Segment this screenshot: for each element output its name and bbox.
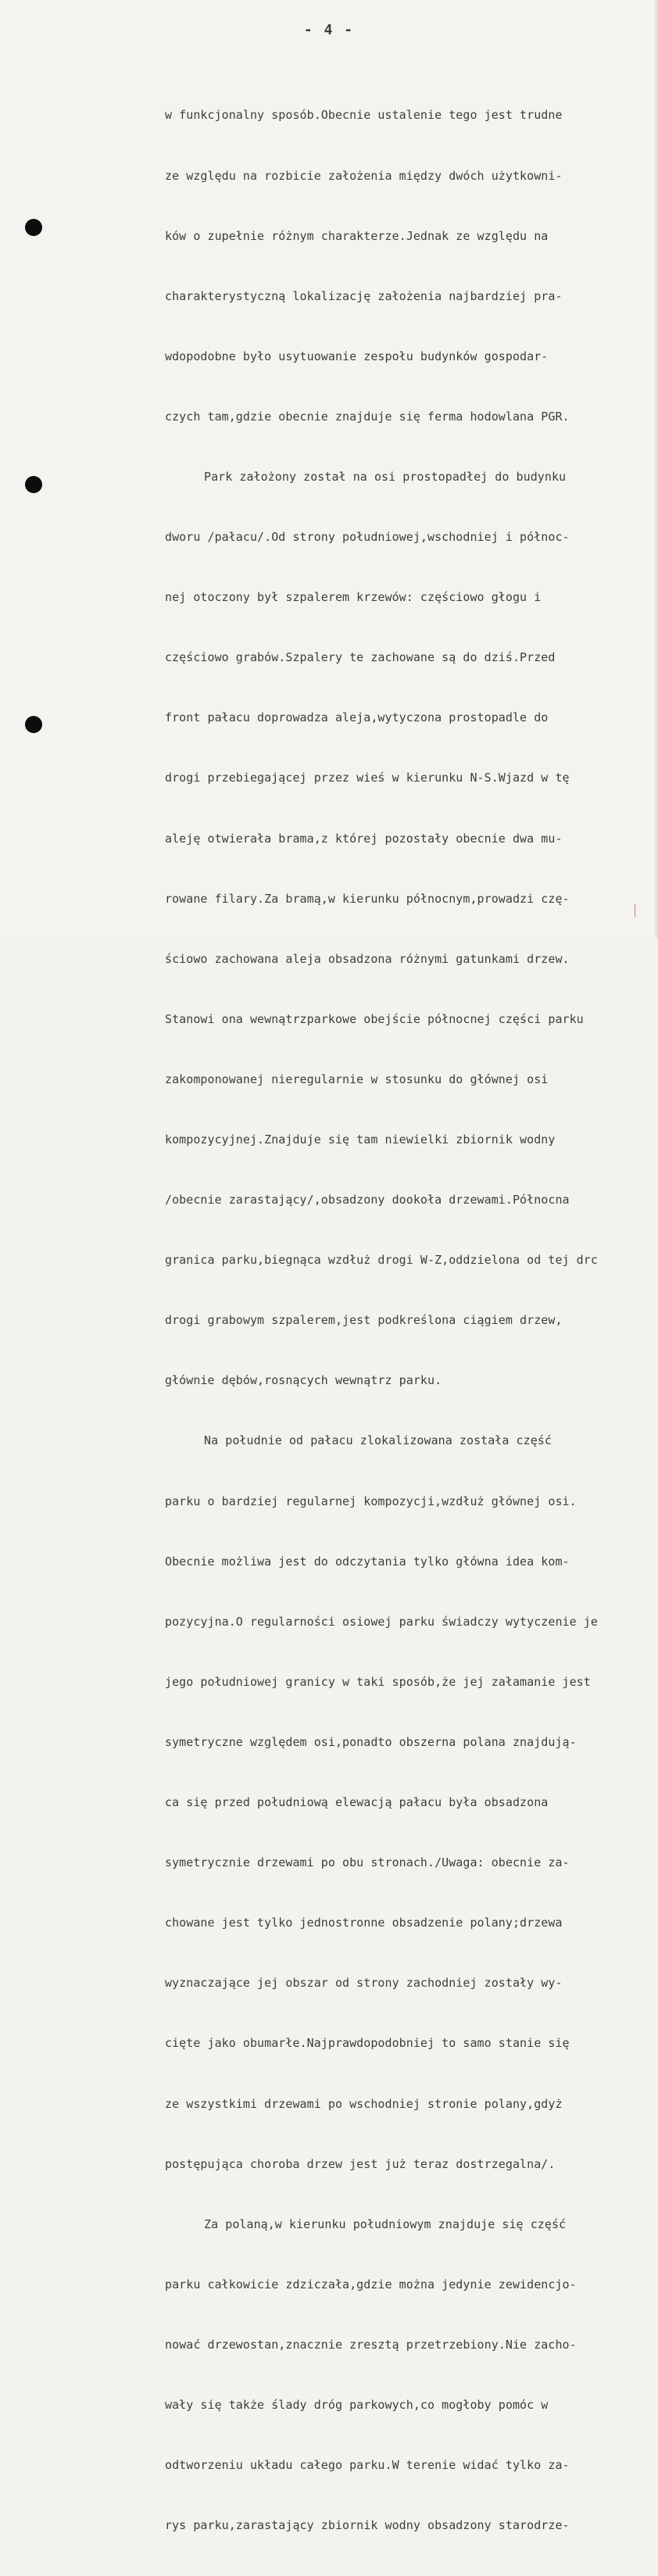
text-line: zakomponowanej nieregularnie w stosunku do głównej osi: [165, 1072, 549, 1086]
text-line: front pałacu doprowadza aleja,wytyczona prostopadle do: [165, 710, 549, 725]
text-line: częściowo grabów.Szpalery te zachowane są do dziś.Przed: [165, 650, 556, 665]
text-line: w funkcjonalny sposób.Obecnie ustalenie tego jest trudne: [165, 108, 563, 123]
text-line: wały się także ślady dróg parkowych,co mogłoby pomóc w: [165, 2397, 549, 2412]
binder-hole-icon: [25, 716, 42, 733]
text-line: wdopodobne było usytuowanie zespołu budynków gospodar-: [165, 349, 549, 363]
text-line: granica parku,biegnąca wzdłuż drogi W-Z,oddzielona od tej drc: [165, 1253, 598, 1268]
text-line: nej otoczony był szpalerem krzewów: częściowo głogu i: [165, 590, 542, 605]
text-line: charakterystyczną lokalizację założenia najbardziej pra-: [165, 288, 563, 303]
page-edge: [653, 0, 658, 937]
page-number: - 4 -: [303, 22, 355, 38]
text-line: postępująca choroba drzew jest już teraz dostrzegalna/.: [165, 2156, 556, 2171]
text-line: parku o bardziej regularnej kompozycji,wzdłuż głównej osi.: [165, 1494, 577, 1508]
text-line: odtworzeniu układu całego parku.W terenie widać tylko za-: [165, 2458, 570, 2473]
text-line: parku całkowicie zdziczała,gdzie można jedynie zewidencjo-: [165, 2277, 577, 2292]
text-line: ze wszystkimi drzewami po wschodniej stronie polany,gdyż: [165, 2096, 563, 2111]
text-line: aleję otwierała brama,z której pozostały obecnie dwa mu-: [165, 831, 563, 846]
text-line: ze względu na rozbicie założenia między dwóch użytkowni-: [165, 168, 563, 183]
text-line: Na południe od pałacu zlokalizowana została część: [204, 1433, 552, 1448]
text-line: symetrycznie drzewami po obu stronach./Uwaga: obecnie za-: [165, 1855, 570, 1870]
text-line: drogi przebiegającej przez wieś w kierunku N-S.Wjazd w tę: [165, 771, 570, 785]
text-line: /obecnie zarastający/,obsadzony dookoła drzewami.Północna: [165, 1193, 570, 1208]
text-line: Za polaną,w kierunku południowym znajduje się część: [204, 2216, 567, 2231]
text-line: symetryczne względem osi,ponadto obszerna polana znajdują-: [165, 1734, 577, 1749]
text-line: czych tam,gdzie obecnie znajduje się ferma hodowlana PGR.: [165, 409, 570, 424]
text-line: kompozycyjnej.Znajduje się tam niewielki zbiornik wodny: [165, 1132, 556, 1147]
text-line: pozycyjna.O regularności osiowej parku świadczy wytyczenie je: [165, 1614, 598, 1629]
text-line: ściowo zachowana aleja obsadzona różnymi gatunkami drzew.: [165, 951, 570, 966]
binder-hole-icon: [25, 219, 42, 236]
text-line: dworu /pałacu/.Od strony południowej,wschodniej i północ-: [165, 530, 570, 545]
text-line: rys parku,zarastający zbiornik wodny obsadzony starodrze-: [165, 2518, 570, 2533]
binder-hole-icon: [25, 476, 42, 493]
text-line: chowane jest tylko jednostronne obsadzenie polany;drzewa: [165, 1916, 563, 1930]
text-line: nować drzewostan,znacznie zresztą przetrzebiony.Nie zacho-: [165, 2337, 577, 2352]
text-line: jego południowej granicy w taki sposób,że jej załamanie jest: [165, 1674, 591, 1689]
text-line: Obecnie możliwa jest do odczytania tylko główna idea kom-: [165, 1554, 570, 1569]
text-line: ków o zupełnie różnym charakterze.Jednak ze względu na: [165, 228, 549, 243]
typewritten-body: [165, 66, 657, 2576]
text-line: drogi grabowym szpalerem,jest podkreślona ciągiem drzew,: [165, 1313, 563, 1328]
text-line: ca się przed południową elewacją pałacu była obsadzona: [165, 1795, 549, 1810]
text-line: Stanowi ona wewnątrzparkowe obejście północnej części parku: [165, 1011, 584, 1026]
text-line: Park założony został na osi prostopadłej do budynku: [204, 469, 567, 484]
text-line: wyznaczające jej obszar od strony zachodniej zostały wy-: [165, 1976, 563, 1991]
text-line: głównie dębów,rosnących wewnątrz parku.: [165, 1373, 442, 1388]
text-line: rowane filary.Za bramą,w kierunku północnym,prowadzi czę-: [165, 891, 570, 906]
text-line: cięte jako obumarłe.Najprawdopodobniej to samo stanie się: [165, 2036, 570, 2051]
